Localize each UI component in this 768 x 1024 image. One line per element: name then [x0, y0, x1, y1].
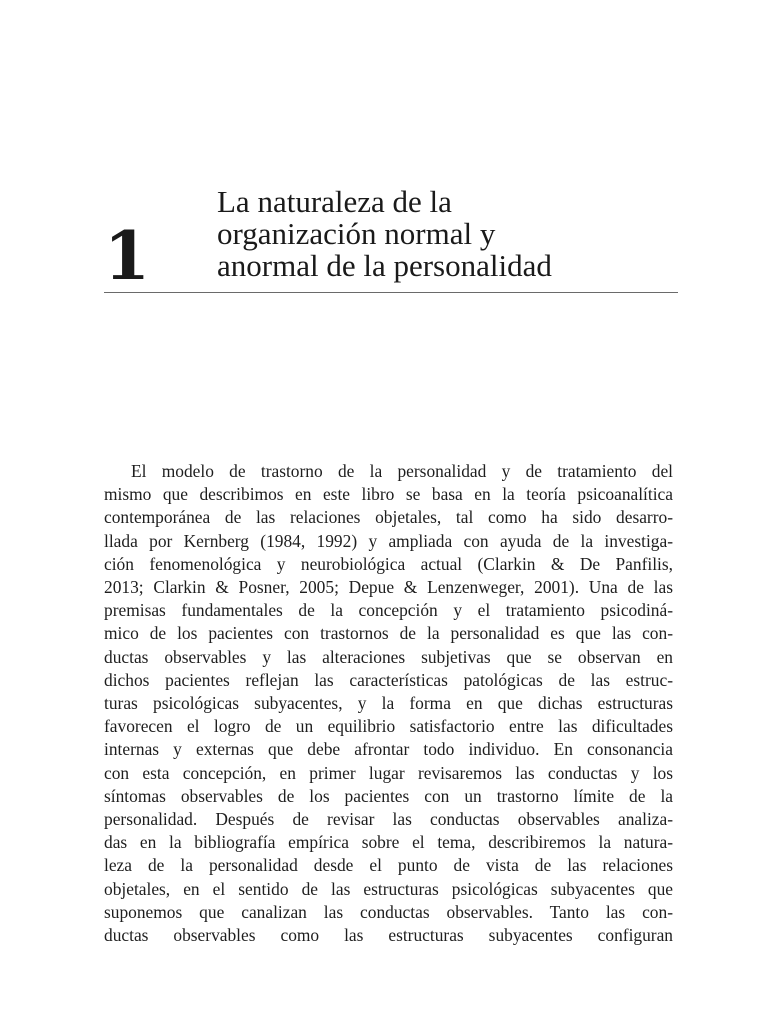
text-line: 2013; Clarkin & Posner, 2005; Depue & Lenzenweger, 2001). Una de las [104, 577, 673, 598]
chapter-title-line: organización normal y [217, 216, 496, 251]
text-line: ductas observables como las estructuras subyacentes configuran [104, 925, 673, 946]
text-line: mico de los pacientes con trastornos de la personalidad es que las con- [104, 623, 673, 644]
text-line: das en la bibliografía empírica sobre el tema, describiremos la natura- [104, 832, 673, 853]
text-line: internas y externas que debe afrontar todo individuo. En consonancia [104, 739, 673, 760]
chapter-title [217, 186, 677, 282]
text-line: ción fenomenológica y neurobiológica actual (Clarkin & De Panfilis, [104, 553, 673, 574]
text-line: mismo que describimos en este libro se basa en la teoría psicoanalítica [104, 484, 673, 505]
text-line: llada por Kernberg (1984, 1992) y ampliada con ayuda de la investiga- [104, 530, 673, 551]
text-line: turas psicológicas subyacentes, y la forma en que dichas estructuras [104, 693, 673, 714]
text-line: premisas fundamentales de la concepción y el tratamiento psicodiná- [104, 600, 673, 621]
chapter-title-rule [104, 292, 678, 293]
text-line: favorecen el logro de un equilibrio satisfactorio entre las dificultades [104, 716, 673, 737]
text-line: ductas observables y las alteraciones subjetivas que se observan en [104, 646, 673, 667]
body-paragraph [104, 460, 673, 947]
chapter-title-line: La naturaleza de la [217, 184, 452, 219]
text-line: síntomas observables de los pacientes con un trastorno límite de la [104, 785, 673, 806]
text-line: con esta concepción, en primer lugar revisaremos las conductas y los [104, 762, 673, 783]
text-line: personalidad. Después de revisar las conductas observables analiza- [104, 809, 673, 830]
chapter-number: 1 [104, 217, 150, 295]
text-line: dichos pacientes reflejan las características patológicas de las estruc- [104, 669, 673, 690]
text-line: contemporánea de las relaciones objetales, tal como ha sido desarro- [104, 507, 673, 528]
text-line: objetales, en el sentido de las estructuras psicológicas subyacentes que [104, 878, 673, 899]
text-line: El modelo de trastorno de la personalidad y de tratamiento del [131, 461, 673, 481]
text-line: suponemos que canalizan las conductas observables. Tanto las con- [104, 901, 673, 922]
chapter-header [104, 186, 678, 294]
chapter-title-line: anormal de la personalidad [217, 248, 552, 283]
text-line: leza de la personalidad desde el punto de vista de las relaciones [104, 855, 673, 876]
